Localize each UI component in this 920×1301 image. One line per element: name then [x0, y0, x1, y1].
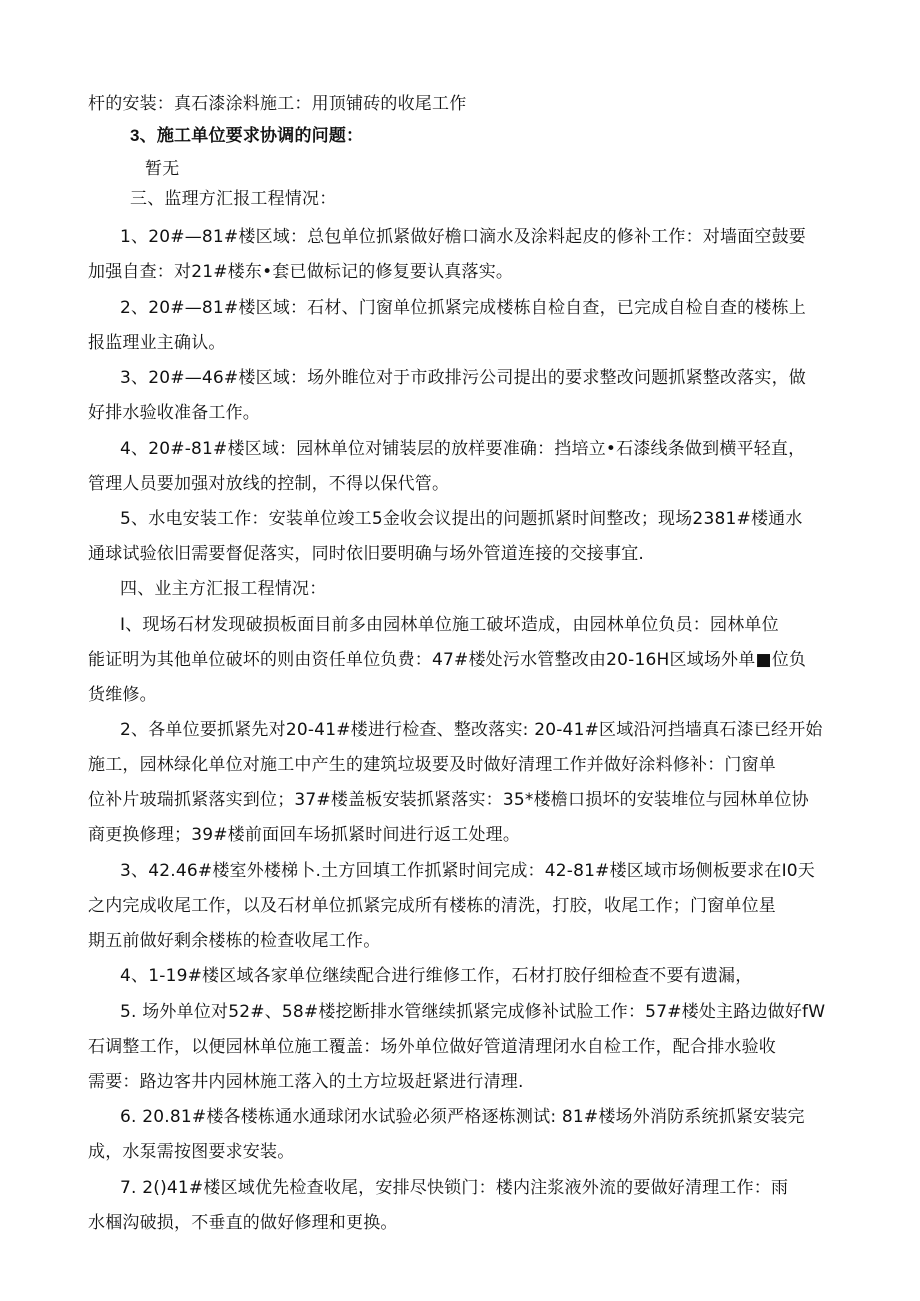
- paragraph-line: 石调整工作，以便园林单位施工覆盖：场外单位做好管道清理闭水自检工作，配合排水验收: [88, 1037, 776, 1057]
- paragraph-line: 2、20#—81#楼区域：石材、门窗单位抓紧完成楼栋自检自查，已完成自检自查的楼栋上: [120, 298, 806, 318]
- section-heading: 四、业主方汇报工程情况：: [120, 579, 327, 599]
- paragraph-line: 4、20#-81#楼区域：园林单位对铺装层的放样要准确：挡培立•石漆线条做到横平轻直，: [120, 439, 806, 459]
- paragraph-line: 6. 20.81#楼各楼栋通水通球闭水试验必须严格逐栋测试: 81#楼场外消防系统抓紧安装完: [120, 1107, 805, 1127]
- paragraph-line: 商更换修理；39#楼前面回车场抓紧时间进行返工处理。: [88, 825, 521, 845]
- paragraph-line: 报监理业主确认。: [88, 333, 226, 353]
- paragraph-line: 成，水泵需按图要求安装。: [88, 1142, 295, 1162]
- paragraph-line: 位补片玻瑞抓紧落实到位；37#楼盖板安装抓紧落实：35*楼檐口损坏的安装堆位与园林单位协: [88, 790, 809, 810]
- paragraph-line: 1、20#—81#楼区域：总包单位抓紧做好檐口滴水及涂料起皮的修补工作：对墙面空鼓要: [120, 227, 806, 247]
- paragraph-line: 货维修。: [88, 685, 157, 705]
- paragraph-line: 3、42.46#楼室外楼梯卜.土方回填工作抓紧时间完成：42-81#楼区域市场侧板要求在I0天: [120, 861, 816, 881]
- paragraph-line: 管理人员要加强对放线的控制，不得以保代管。: [88, 474, 450, 494]
- text-line: 杆的安装：真石漆涂料施工：用顶铺砖的收尾工作: [88, 94, 467, 114]
- paragraph-line: 好排水验收准备工作。: [88, 403, 260, 423]
- paragraph-line: 5、水电安装工作：安装单位竣工5金收会议提出的问题抓紧时间整改；现场2381#楼通水: [120, 509, 803, 529]
- paragraph-line: 4、1-19#楼区域各家单位继续配合进行维修工作，石材打胶仔细检查不要有遗漏，: [120, 966, 753, 986]
- paragraph-line: 7. 2()41#楼区域优先检查收尾，安排尽快锁门：楼内注浆液外流的要做好清理工作：雨: [120, 1178, 789, 1198]
- section-heading: 3、施工单位要求协调的问题：: [130, 126, 364, 145]
- paragraph-line: 通球试验依旧需要督促落实，同时依旧要明确与场外管道连接的交接事宜.: [88, 544, 645, 564]
- paragraph-line: 之内完成收尾工作，以及石材单位抓紧完成所有楼栋的清洗，打胶，收尾工作；门窗单位星: [88, 896, 776, 916]
- paragraph-line: 期五前做好剩余楼栋的检查收尾工作。: [88, 931, 381, 951]
- paragraph-line: 能证明为其他单位破坏的则由资任单位负费：47#楼处污水管整改由20-16H区域场外单■位负: [88, 650, 807, 670]
- section-heading: 三、监理方汇报工程情况：: [130, 189, 337, 209]
- paragraph-line: 2、各单位要抓紧先对20-41#楼进行检查、整改落实: 20-41#区域沿河挡墙真石漆已经开始: [120, 720, 823, 740]
- paragraph-line: 加强自查：对21#楼东•套已做标记的修复要认真落实。: [88, 262, 514, 282]
- paragraph-line: 3、20#—46#楼区域：场外睢位对于市政排污公司提出的要求整改问题抓紧整改落实，做: [120, 368, 806, 388]
- paragraph-line: 5. 场外单位对52#、58#楼挖断排水管继续抓紧完成修补试脸工作：57#楼处主路边做好fW: [120, 1002, 826, 1022]
- text-line: 暂无: [145, 159, 180, 179]
- paragraph-line: 水椢沟破损，不垂直的做好修理和更换。: [88, 1213, 398, 1233]
- paragraph-line: I、现场石材发现破损板面目前多由园林单位施工破坏造成，由园林单位负员：园林单位: [120, 615, 779, 635]
- paragraph-line: 施工，园林绿化单位对施工中产生的建筑垃圾要及时做好清理工作并做好涂料修补：门窗单: [88, 755, 776, 775]
- paragraph-line: 需要：路边客井内园林施工落入的土方垃圾赶紧进行清理.: [88, 1072, 524, 1092]
